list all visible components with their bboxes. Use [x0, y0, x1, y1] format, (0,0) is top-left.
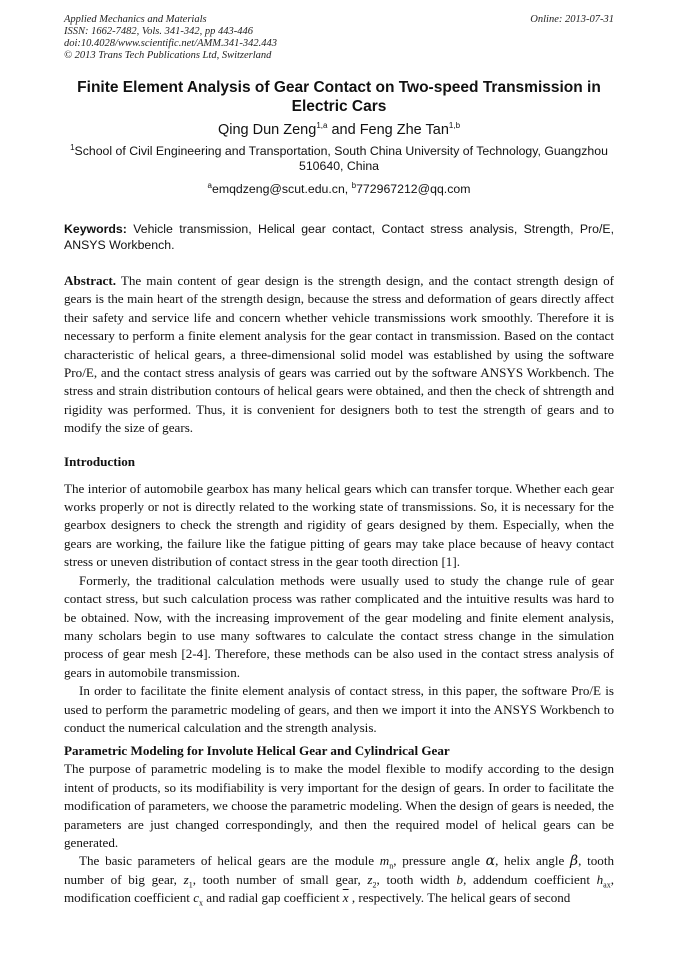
email-b: 772967212@qq.com	[356, 182, 471, 196]
abstract-label: Abstract.	[64, 273, 116, 288]
symbol-z2-sub: 2	[372, 880, 377, 890]
symbol-b: b	[456, 871, 464, 887]
intro-paragraph-3: In order to facilitate the finite element analysis of contact stress, in this paper, the software Pro/E is used to perform the parametric modeling of gears, and then we import it into the ANSYS Workbench to conduct the numerical calculation and the strength analysis.	[64, 683, 614, 735]
affiliation-sup: 1	[70, 142, 75, 152]
symbol-z1-sub: 1	[188, 880, 193, 890]
symbol-c-sub: x	[199, 898, 204, 908]
keywords	[64, 221, 614, 253]
intro-paragraph-2: Formerly, the traditional calculation methods were usually used to study the change rule of gear contact stress, but such calculation process was rather complicated and the intuitive results was hard to be obtained. Now, with the increasing improvement of the gear modeling and finite element analysis, many scholars begin to use many softwares to calculate the contact stress change in the simulation process of gear mesh [2-4]. Therefore, these methods can be also used in the contact stress analysis of gears in automobile transmission.	[64, 572, 614, 680]
symbol-alpha: α	[485, 853, 496, 870]
parametric-paragraph-2	[64, 852, 614, 907]
p2-text-j: , respectively. The helical gears of second	[348, 890, 571, 906]
p2-text-b: , pressure angle	[393, 853, 486, 869]
abstract	[64, 272, 614, 438]
p2-text-h: , modification coefficient	[64, 871, 615, 906]
parametric-heading: Parametric Modeling for Involute Helical Gear and Cylindrical Gear	[64, 743, 450, 759]
p2-text-g: , addendum coefficient	[463, 871, 597, 887]
issn-line: ISSN: 1662-7482, Vols. 341-342, pp 443-446	[64, 26, 253, 37]
keywords-text: Vehicle transmission, Helical gear contact, Contact stress analysis, Strength, Pro/E, ANSYS Workbench.	[64, 222, 614, 252]
author-1-sup: 1,a	[316, 121, 328, 131]
p2-text-i: and radial gap coefficient	[203, 890, 343, 906]
keywords-label: Keywords:	[64, 222, 127, 236]
symbol-z1: z	[183, 871, 189, 887]
paper-title: Finite Element Analysis of Gear Contact on Two-speed Transmission in Electric Cars	[77, 79, 601, 115]
affiliation	[64, 144, 614, 174]
email-a-sup: a	[207, 180, 212, 190]
author-list	[64, 121, 614, 139]
author-2: Feng Zhe Tan	[359, 122, 449, 138]
author-1: Qing Dun Zeng	[217, 122, 317, 138]
p2-text-a: The basic parameters of helical gears are the module	[79, 853, 380, 869]
symbol-beta: β	[570, 853, 579, 870]
author-2-sup: 1,b	[448, 121, 461, 131]
journal-name: Applied Mechanics and Materials	[64, 14, 207, 25]
introduction-heading: Introduction	[64, 453, 136, 469]
affiliation-text: School of Civil Engineering and Transportation, South China University of Technology, Guangzhou 510640, China	[74, 144, 608, 173]
online-date: Online: 2013-07-31	[530, 14, 614, 25]
abstract-text: The main content of gear design is the strength design, and the contact strength design of gears is the main heart of the strength design, because the stress and deformation of gears directly affect their safety and service life and concern whether vehicle transmissions work smoothly. Therefore it is necessary to perform a finite element analysis for the gear contact in transmission. Based on the contact characteristic of helical gears, a three-dimensional solid model was established by using the software Pro/E, and the contact stress analysis of gears was carried out by the software ANSYS Workbench. The stress and strain distribution contours of helical gears were obtained, and then the check of shtrength and rigidity was performed. Thus, it is convenient for designers both to test the strength of gears and to modify the size of gears.	[64, 273, 614, 436]
symbol-m-sub: n	[389, 861, 394, 871]
p2-text-d: , tooth number of big gear,	[64, 853, 615, 887]
symbol-c: c	[193, 890, 200, 906]
symbol-h: h	[596, 871, 604, 887]
journal-header	[64, 14, 614, 62]
symbol-m: m	[379, 853, 390, 869]
email-b-sup: b	[351, 180, 357, 190]
symbol-z2: z	[367, 871, 373, 887]
p2-text-f: , tooth width	[376, 871, 457, 887]
author-emails	[64, 182, 614, 197]
doi-line: doi:10.4028/www.scientific.net/AMM.341-342.443	[64, 38, 277, 49]
symbol-x-bar: $\overline{x}$	[342, 890, 349, 906]
email-a: emqdzeng@scut.edu.cn,	[212, 182, 352, 196]
copyright-line: © 2013 Trans Tech Publications Ltd, Switzerland	[64, 50, 272, 61]
parametric-paragraph-1: The purpose of parametric modeling is to make the model flexible to modify according to the design intent of products, so its modifiability is very important for the design of gears. In order to facilitate the modification of parameters, we choose the parametric modeling. When the design of gears is needed, the parameters are just changed correspondingly, and then the required model of helical gears can be generated.	[64, 761, 614, 850]
symbol-h-sub: ax	[603, 880, 611, 890]
paper-page	[64, 14, 614, 908]
author-conjunction: and	[327, 122, 360, 138]
p2-text-e: , tooth number of small gear,	[192, 871, 368, 887]
p2-text-c: , helix angle	[495, 853, 571, 869]
intro-paragraph-1: The interior of automobile gearbox has many helical gears which can transfer torque. Whether each gear works properly or not is directly related to the working state of transmissions. So, it is necessary for the gearbox designers to check the strength and rigidity of gears designed by them. Especially, when the gears are working, the failure like the fatigue pitting of gears may take place because of heavy contact stress or uneven distribution of contact stress in the gear tooth direction [1].	[64, 480, 614, 570]
